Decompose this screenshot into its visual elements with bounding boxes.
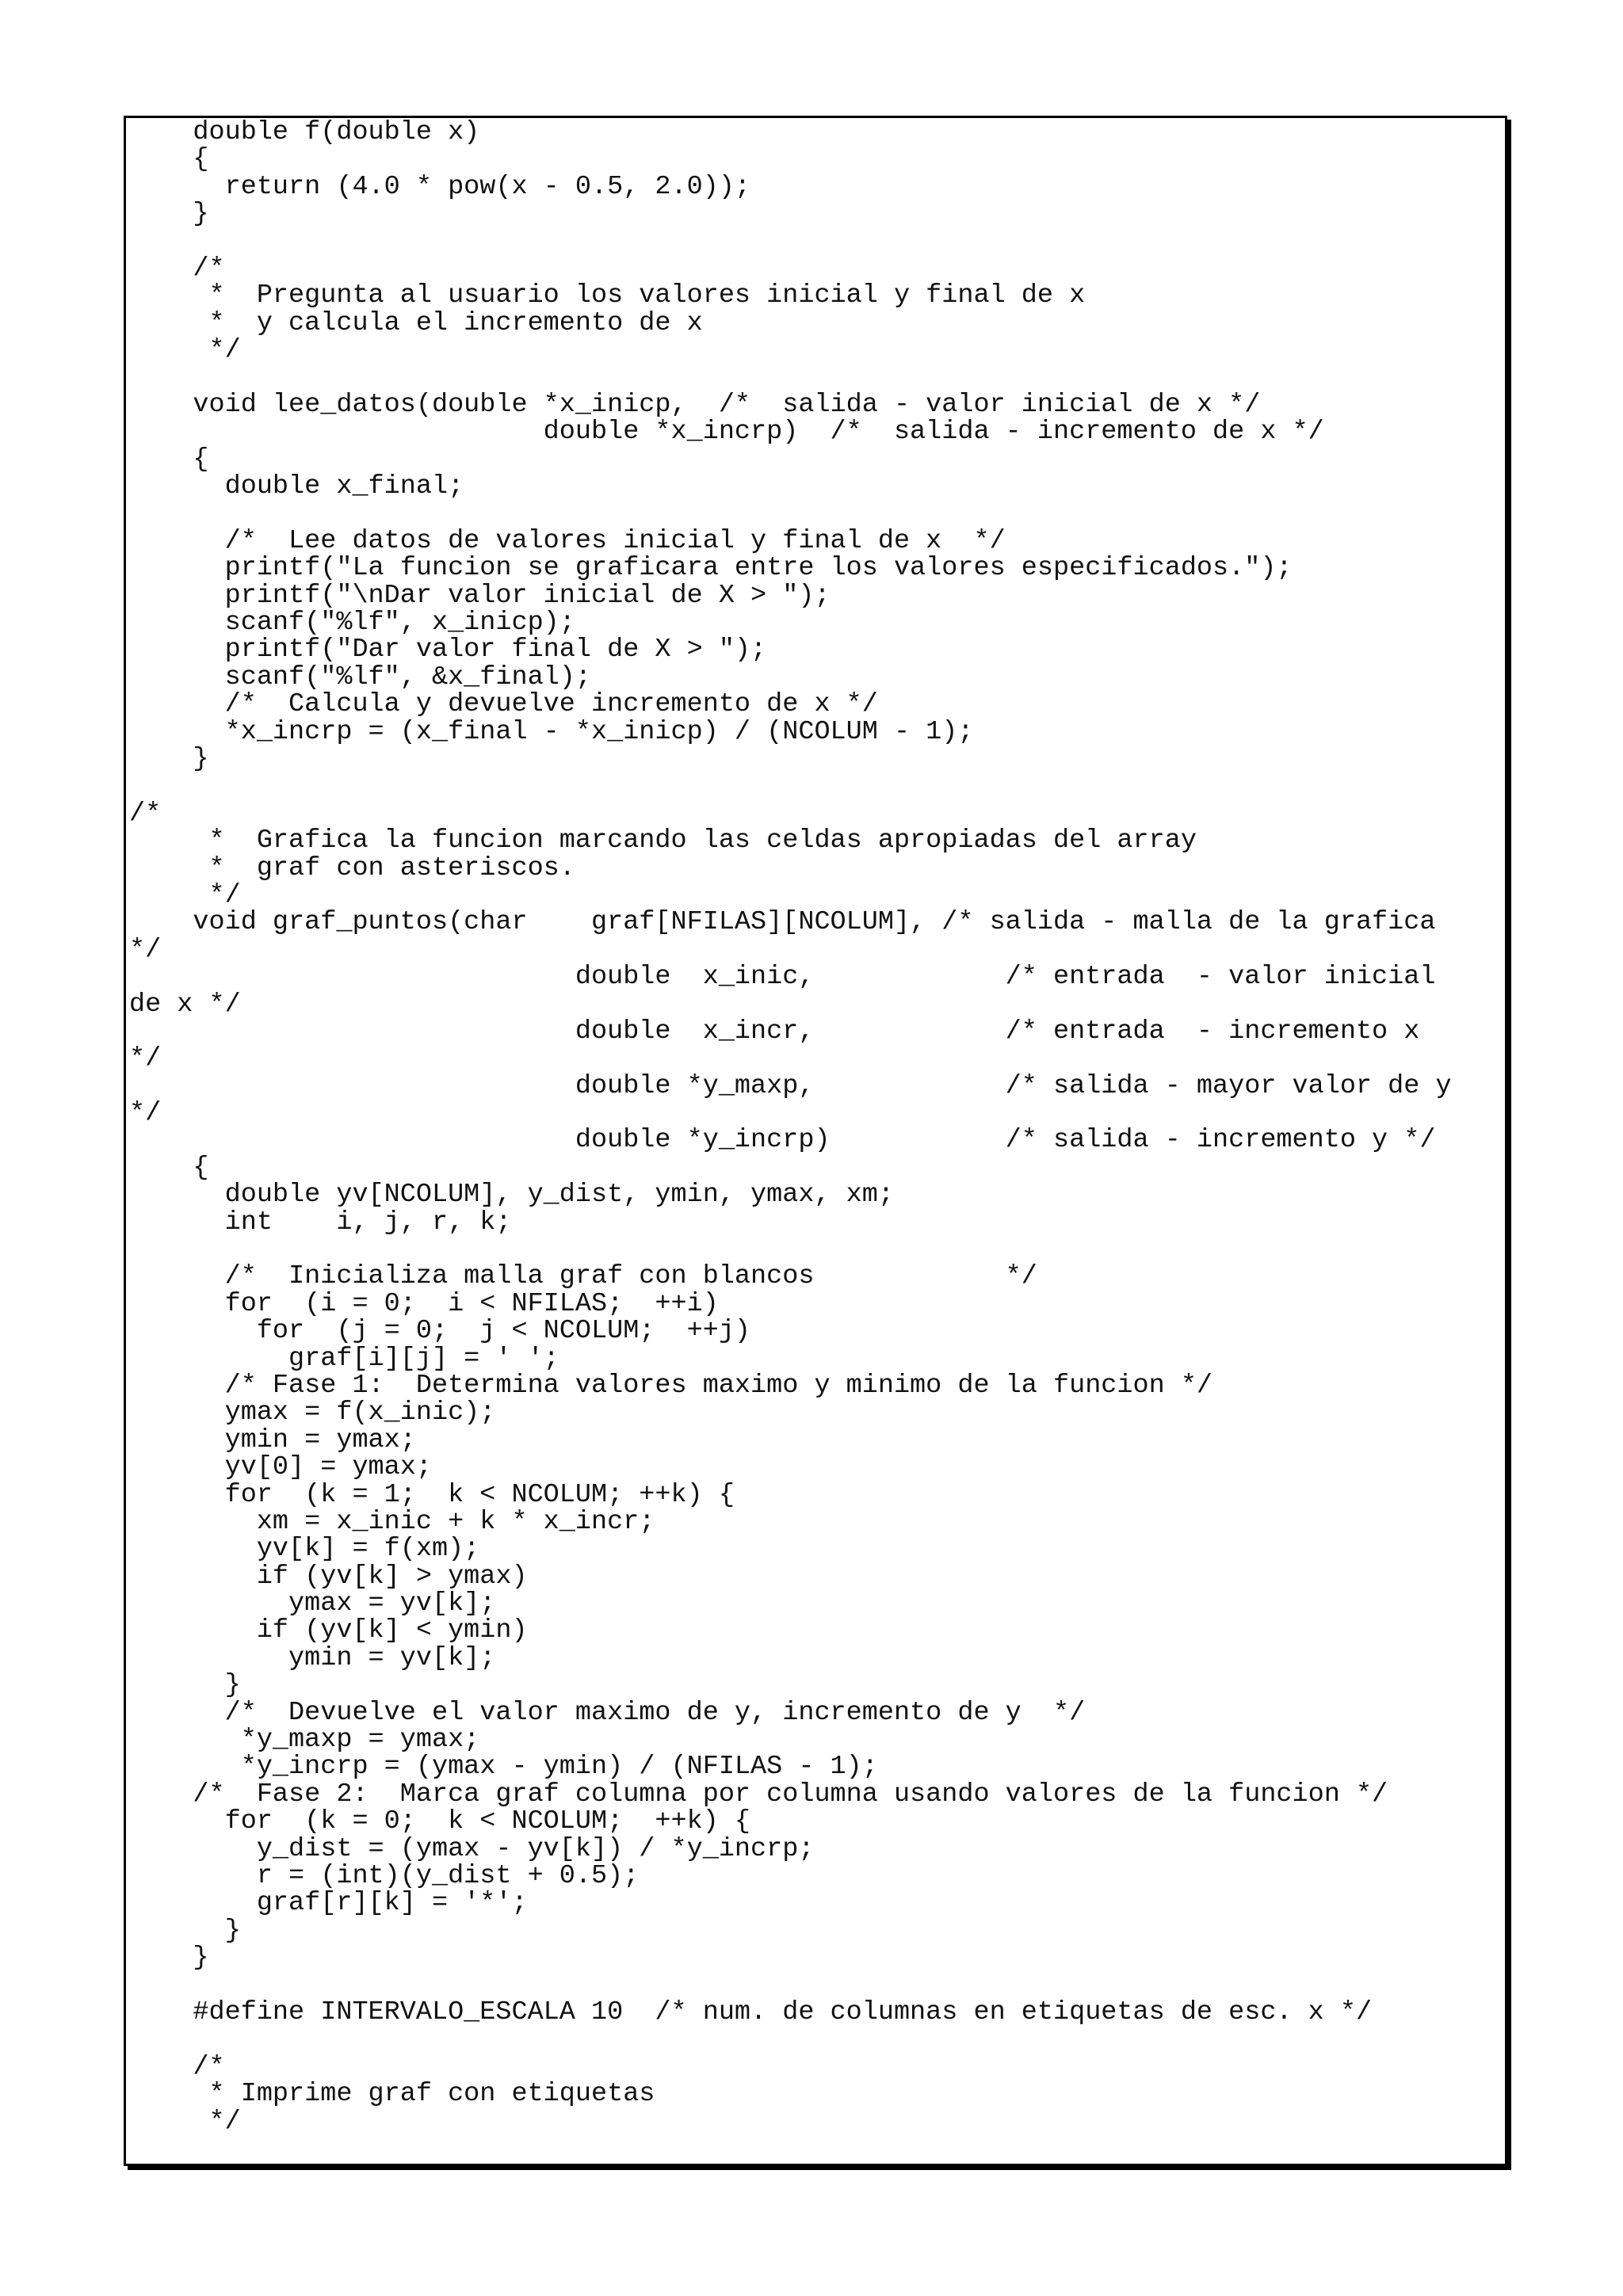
code-line: graf[r][k] = '*'; [129, 1888, 528, 1919]
code-line: *x_incrp = (x_final - *x_inicp) / (NCOLUM - 1); [129, 716, 974, 747]
code-line: ymin = yv[k]; [129, 1642, 496, 1673]
code-line: for (j = 0; j < NCOLUM; ++j) [129, 1316, 751, 1347]
code-line: * graf con asteriscos. [129, 852, 575, 883]
code-line [129, 364, 1500, 391]
code-line: return (4.0 * pow(x - 0.5, 2.0)); [129, 171, 751, 202]
code-line: double f(double x) [129, 117, 480, 147]
code-line: * Imprime graf con etiquetas [129, 2079, 655, 2110]
code-line: */ [129, 879, 241, 910]
code-line: if (yv[k] < ymin) [129, 1615, 528, 1646]
code-line: graf[i][j] = ' '; [129, 1343, 559, 1374]
code-line: ymax = yv[k]; [129, 1589, 496, 1619]
code-line [129, 1236, 1500, 1263]
code-line: /* [129, 253, 225, 284]
code-line [129, 1972, 1500, 1999]
code-line: *y_maxp = ymax; [129, 1725, 480, 1756]
code-line: * Grafica la funcion marcando las celdas apropiadas del array [129, 826, 1197, 856]
code-line: if (yv[k] > ymax) [129, 1561, 528, 1592]
code-listing [129, 119, 1500, 2135]
code-line: printf("La funcion se graficara entre los valores especificados."); [129, 553, 1293, 584]
code-line: /* Calcula y devuelve incremento de x */ [129, 689, 878, 720]
code-line: { [129, 444, 209, 475]
code-line: printf("Dar valor final de X > "); [129, 635, 767, 666]
code-line: void lee_datos(double *x_inicp, /* salida - valor inicial de x */ [129, 389, 1261, 420]
code-line: *y_incrp = (ymax - ymin) / (NFILAS - 1); [129, 1752, 878, 1783]
code-line: #define INTERVALO_ESCALA 10 /* num. de columnas en etiquetas de esc. x */ [129, 1997, 1373, 2027]
code-line: * Pregunta al usuario los valores inicial y final de x [129, 280, 1086, 311]
code-line: double x_final; [129, 471, 464, 502]
code-line: for (k = 0; k < NCOLUM; ++k) { [129, 1806, 751, 1837]
code-line [129, 772, 1500, 799]
code-line: double x_inic, /* entrada - valor inicial [129, 962, 1436, 993]
code-line: { [129, 1152, 209, 1183]
code-line: xm = x_inic + k * x_incr; [129, 1506, 655, 1537]
code-line: yv[0] = ymax; [129, 1452, 432, 1483]
code-line: */ [129, 1043, 162, 1074]
code-line: for (i = 0; i < NFILAS; ++i) [129, 1288, 719, 1319]
code-line: /* [129, 2051, 225, 2082]
code-line: printf("\nDar valor inicial de X > "); [129, 580, 831, 611]
code-line: int i, j, r, k; [129, 1207, 512, 1238]
code-line: } [129, 1943, 209, 1974]
code-line [129, 2026, 1500, 2053]
code-line: /* Inicializa malla graf con blancos */ [129, 1261, 1037, 1292]
code-line: * y calcula el incremento de x [129, 307, 703, 338]
code-line: } [129, 1670, 241, 1701]
code-line: yv[k] = f(xm); [129, 1534, 480, 1565]
code-line: ymax = f(x_inic); [129, 1398, 496, 1428]
code-line: r = (int)(y_dist + 0.5); [129, 1861, 640, 1891]
code-line: { [129, 144, 209, 175]
code-line: /* [129, 798, 162, 829]
code-line: */ [129, 934, 162, 965]
code-line: } [129, 199, 209, 230]
code-line: double *x_incrp) /* salida - incremento de x */ [129, 417, 1324, 448]
code-line: */ [129, 335, 241, 366]
code-line: scanf("%lf", x_inicp); [129, 608, 575, 639]
code-line: ymin = ymax; [129, 1425, 416, 1455]
code-line: for (k = 1; k < NCOLUM; ++k) { [129, 1479, 735, 1510]
code-line: /* Devuelve el valor maximo de y, incremento de y */ [129, 1697, 1086, 1728]
code-line: } [129, 743, 209, 774]
code-line: */ [129, 1098, 162, 1129]
code-line [129, 228, 1500, 255]
code-line: double *y_maxp, /* salida - mayor valor de y [129, 1070, 1452, 1101]
code-line: double *y_incrp) /* salida - incremento y */ [129, 1125, 1436, 1156]
code-line: scanf("%lf", &x_final); [129, 662, 591, 692]
code-line: double yv[NCOLUM], y_dist, ymin, ymax, xm; [129, 1180, 894, 1211]
code-line: double x_incr, /* entrada - incremento x [129, 1016, 1420, 1047]
code-line: y_dist = (ymax - yv[k]) / *y_incrp; [129, 1833, 815, 1864]
code-line: de x */ [129, 989, 241, 1020]
code-line: /* Fase 2: Marca graf columna por columna usando valores de la funcion */ [129, 1779, 1388, 1810]
code-line: */ [129, 2106, 241, 2137]
code-line: /* Lee datos de valores inicial y final de x */ [129, 525, 1006, 556]
code-line: /* Fase 1: Determina valores maximo y minimo de la funcion */ [129, 1370, 1213, 1401]
code-line [129, 500, 1500, 527]
code-line: void graf_puntos(char graf[NFILAS][NCOLUM], /* salida - malla de la grafica [129, 907, 1436, 938]
code-line: } [129, 1915, 241, 1946]
